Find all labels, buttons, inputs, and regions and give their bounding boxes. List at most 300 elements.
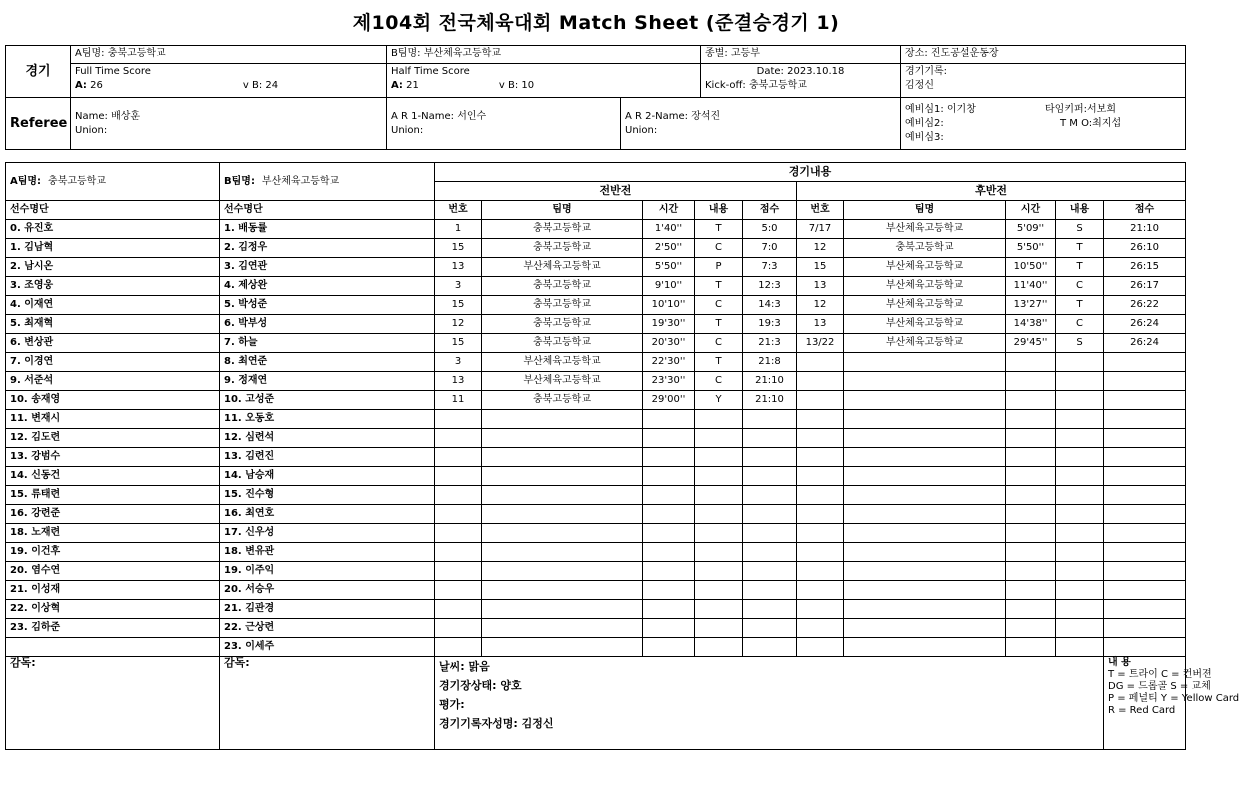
table-row: [6, 220, 1186, 239]
second-half-team: 부산체육고등학교: [844, 277, 1006, 296]
first-half-score: [743, 600, 797, 619]
table-row: [6, 638, 1186, 657]
second-half-no: [797, 391, 844, 410]
player-b: 6. 박부성: [220, 315, 435, 334]
first-half-team: 부산체육고등학교: [482, 258, 643, 277]
second-half-score: [1104, 448, 1186, 467]
player-a: 19. 이건후: [6, 543, 220, 562]
second-half-content: T: [1056, 258, 1104, 277]
second-half-no: 13/22: [797, 334, 844, 353]
second-half-no: 12: [797, 239, 844, 258]
first-half-time: [643, 619, 695, 638]
table-row: [6, 353, 1186, 372]
second-half-content: [1056, 353, 1104, 372]
first-half-score: 21:10: [743, 372, 797, 391]
player-b: 11. 오동호: [220, 410, 435, 429]
second-half-score: 26:24: [1104, 315, 1186, 334]
second-half-team: [844, 581, 1006, 600]
second-half-time: [1006, 391, 1056, 410]
first-half-content: [695, 562, 743, 581]
first-half-no: [435, 581, 482, 600]
first-half-score: 12:3: [743, 277, 797, 296]
first-half-time: [643, 600, 695, 619]
player-a: 7. 이경연: [6, 353, 220, 372]
first-half-time: [643, 524, 695, 543]
team-b-name: 부산체육고등학교: [423, 48, 502, 59]
table-row: [6, 277, 1186, 296]
table-row: [6, 315, 1186, 334]
first-half-team: 충북고등학교: [482, 334, 643, 353]
second-half-team: [844, 562, 1006, 581]
team-b-cell: B팀명: 부산체육고등학교: [387, 46, 701, 64]
first-half-time: [643, 467, 695, 486]
second-half-no: [797, 505, 844, 524]
first-half-team: [482, 638, 643, 657]
second-half-time: [1006, 429, 1056, 448]
tmo: T M O:최지섭: [1060, 117, 1122, 129]
col-time: 시간: [1006, 201, 1056, 220]
timekeeper: 타임키퍼:서보희: [1045, 103, 1116, 115]
player-b: 23. 이세주: [220, 638, 435, 657]
table-row: [6, 486, 1186, 505]
first-half-content: [695, 486, 743, 505]
second-half-no: [797, 562, 844, 581]
first-half-time: 5'50'': [643, 258, 695, 277]
first-half-score: 5:0: [743, 220, 797, 239]
first-half-time: 10'10'': [643, 296, 695, 315]
player-a: 0. 유진호: [6, 220, 220, 239]
first-half-score: [743, 524, 797, 543]
second-half-no: [797, 372, 844, 391]
second-half-content: C: [1056, 315, 1104, 334]
kickoff-value: 충북고등학교: [748, 80, 807, 91]
second-half-content: T: [1056, 239, 1104, 258]
second-half-time: [1006, 505, 1056, 524]
second-half-score: 26:15: [1104, 258, 1186, 277]
reserve-1: 예비심1: 이기창: [905, 103, 976, 115]
player-a: 22. 이상혁: [6, 600, 220, 619]
evaluation: 평가:: [439, 698, 465, 711]
second-half-time: [1006, 467, 1056, 486]
table-row: [6, 448, 1186, 467]
first-half-content: C: [695, 296, 743, 315]
second-half-time: [1006, 638, 1056, 657]
second-half-no: [797, 638, 844, 657]
halftime-b: 10: [521, 80, 535, 91]
first-half-no: 15: [435, 239, 482, 258]
second-half-score: [1104, 581, 1186, 600]
second-half-no: [797, 353, 844, 372]
first-half-content: T: [695, 277, 743, 296]
player-b: 13. 김련진: [220, 448, 435, 467]
second-half-score: [1104, 410, 1186, 429]
table-row: [6, 581, 1186, 600]
player-b: 5. 박성준: [220, 296, 435, 315]
first-half-team: [482, 543, 643, 562]
table-row: [6, 391, 1186, 410]
second-half-no: [797, 600, 844, 619]
referee-name: 배상훈: [111, 110, 141, 122]
second-half-score: [1104, 524, 1186, 543]
first-half-score: 7:3: [743, 258, 797, 277]
first-half-content: [695, 638, 743, 657]
legend-line: T = 트라이 C = 컨버젼: [1108, 669, 1212, 680]
second-half-content: [1056, 562, 1104, 581]
col-content: 내용: [695, 201, 743, 220]
match-content-heading: 경기내용: [435, 163, 1186, 182]
player-b: 17. 신우성: [220, 524, 435, 543]
first-half-content: [695, 600, 743, 619]
second-half-no: 13: [797, 277, 844, 296]
second-half-team: [844, 391, 1006, 410]
first-half-score: [743, 562, 797, 581]
player-a: 16. 강련준: [6, 505, 220, 524]
second-half-time: 10'50'': [1006, 258, 1056, 277]
first-half-score: 14:3: [743, 296, 797, 315]
first-half-content: C: [695, 372, 743, 391]
second-half-no: [797, 581, 844, 600]
second-half-score: [1104, 372, 1186, 391]
player-b: 2. 김정우: [220, 239, 435, 258]
ar1-cell: A R 1-Name: 서인수 Union:: [387, 98, 621, 150]
first-half-content: T: [695, 315, 743, 334]
second-half-content: [1056, 581, 1104, 600]
first-half-team: 부산체육고등학교: [482, 353, 643, 372]
second-half-team: [844, 353, 1006, 372]
ground-condition: 경기장상태: 양호: [439, 679, 522, 692]
first-half-no: 3: [435, 277, 482, 296]
first-half-content: [695, 543, 743, 562]
second-half-score: [1104, 486, 1186, 505]
first-half-team: 충북고등학교: [482, 220, 643, 239]
ar2-cell: A R 2-Name: 장석진 Union:: [621, 98, 901, 150]
first-half-no: [435, 467, 482, 486]
second-half-score: [1104, 562, 1186, 581]
second-half-content: [1056, 505, 1104, 524]
first-half-content: C: [695, 239, 743, 258]
col-score: 점수: [1104, 201, 1186, 220]
date-cell: Date: 2023.10.18 Kick-off: 충북고등학교: [701, 64, 901, 98]
first-half-team: [482, 600, 643, 619]
second-half-content: S: [1056, 220, 1104, 239]
player-b: 9. 정재연: [220, 372, 435, 391]
first-half-time: 20'30'': [643, 334, 695, 353]
first-half-score: 19:3: [743, 315, 797, 334]
first-half-team: [482, 505, 643, 524]
table-row: [6, 524, 1186, 543]
first-half-no: [435, 524, 482, 543]
first-half-time: [643, 429, 695, 448]
player-a: 10. 송재영: [6, 391, 220, 410]
first-half-team: 부산체육고등학교: [482, 372, 643, 391]
second-half-team: [844, 505, 1006, 524]
second-half-no: 13: [797, 315, 844, 334]
first-half-time: 23'30'': [643, 372, 695, 391]
second-half-score: [1104, 543, 1186, 562]
first-half-content: [695, 581, 743, 600]
player-a: 20. 염수연: [6, 562, 220, 581]
first-half-no: [435, 505, 482, 524]
players-a-header: 선수명단: [6, 201, 220, 220]
second-half-no: [797, 448, 844, 467]
table-row: [6, 505, 1186, 524]
second-half-team: 충북고등학교: [844, 239, 1006, 258]
players-b-header: 선수명단: [220, 201, 435, 220]
second-half-score: 26:10: [1104, 239, 1186, 258]
table-row: [6, 619, 1186, 638]
table-row: [6, 258, 1186, 277]
first-half-score: [743, 429, 797, 448]
second-half-content: [1056, 638, 1104, 657]
first-half-no: [435, 448, 482, 467]
second-half-content: [1056, 391, 1104, 410]
player-a: 18. 노재련: [6, 524, 220, 543]
second-half-team: [844, 410, 1006, 429]
second-half-time: 5'50'': [1006, 239, 1056, 258]
first-half-score: [743, 543, 797, 562]
player-a: 1. 김남혁: [6, 239, 220, 258]
col-content: 내용: [1056, 201, 1104, 220]
fulltime-b: 24: [265, 80, 279, 91]
second-half-time: 11'40'': [1006, 277, 1056, 296]
second-half-score: [1104, 619, 1186, 638]
first-half-score: [743, 581, 797, 600]
table-row: [6, 410, 1186, 429]
first-half-time: 22'30'': [643, 353, 695, 372]
player-b: 22. 근상련: [220, 619, 435, 638]
fulltime-cell: Full Time Score A: 26 v B: 24: [71, 64, 387, 98]
col-team: 팀명: [482, 201, 643, 220]
first-half-content: [695, 448, 743, 467]
legend-line: R = Red Card: [1108, 705, 1176, 716]
weather: 날씨: 맑음: [439, 660, 490, 673]
second-half-time: [1006, 543, 1056, 562]
first-half-content: [695, 429, 743, 448]
first-half-no: [435, 486, 482, 505]
first-half-score: [743, 448, 797, 467]
second-half-time: [1006, 581, 1056, 600]
second-half-score: [1104, 638, 1186, 657]
first-half-team: [482, 619, 643, 638]
coach-a-cell: 감독:: [6, 657, 220, 750]
table-row: [6, 239, 1186, 258]
second-half-time: [1006, 600, 1056, 619]
halftime-a: 21: [406, 80, 419, 91]
second-half-team: [844, 600, 1006, 619]
col-score: 점수: [743, 201, 797, 220]
table-row: [6, 334, 1186, 353]
referee-label: Referee: [6, 98, 71, 150]
category-value: 고등부: [730, 48, 760, 59]
header-table: [5, 45, 1186, 150]
second-half-no: 12: [797, 296, 844, 315]
first-half-heading: 전반전: [435, 182, 797, 201]
col-no: 번호: [435, 201, 482, 220]
first-half-no: [435, 600, 482, 619]
second-half-no: [797, 486, 844, 505]
first-half-score: [743, 619, 797, 638]
second-half-team: 부산체육고등학교: [844, 296, 1006, 315]
player-b: 21. 김관경: [220, 600, 435, 619]
first-half-team: [482, 486, 643, 505]
team-a-name: 충북고등학교: [107, 48, 166, 59]
ar1-name: 서인수: [457, 110, 487, 122]
first-half-time: 9'10'': [643, 277, 695, 296]
second-half-content: [1056, 619, 1104, 638]
legend-line: DG = 드롭골 S = 교체: [1108, 681, 1211, 692]
second-half-time: [1006, 353, 1056, 372]
first-half-team: [482, 448, 643, 467]
first-half-no: 13: [435, 372, 482, 391]
recorder-signature: 경기기록자성명: 김정신: [439, 717, 554, 730]
first-half-team: 충북고등학교: [482, 296, 643, 315]
player-b: 8. 최연준: [220, 353, 435, 372]
first-half-score: [743, 467, 797, 486]
legend-cell: [1104, 657, 1239, 750]
first-half-content: T: [695, 353, 743, 372]
second-half-time: [1006, 486, 1056, 505]
second-half-content: T: [1056, 296, 1104, 315]
reserve-3: 예비심3:: [905, 131, 944, 143]
referee-cell: Name: 배상훈 Union:: [71, 98, 387, 150]
first-half-no: [435, 543, 482, 562]
team-a-heading: A팀명: 충북고등학교: [6, 163, 220, 201]
second-half-time: [1006, 410, 1056, 429]
first-half-score: 21:10: [743, 391, 797, 410]
player-b: 14. 남승재: [220, 467, 435, 486]
second-half-team: 부산체육고등학교: [844, 220, 1006, 239]
conditions-cell: [435, 657, 1104, 750]
second-half-score: [1104, 505, 1186, 524]
venue-value: 진도공설운동장: [930, 48, 999, 59]
second-half-time: 14'38'': [1006, 315, 1056, 334]
first-half-time: [643, 448, 695, 467]
second-half-time: [1006, 524, 1056, 543]
player-b: 15. 진수형: [220, 486, 435, 505]
first-half-team: [482, 524, 643, 543]
player-b: 4. 제상완: [220, 277, 435, 296]
match-table: [5, 162, 1239, 750]
second-half-team: 부산체육고등학교: [844, 258, 1006, 277]
first-half-time: [643, 486, 695, 505]
first-half-time: 2'50'': [643, 239, 695, 258]
first-half-time: [643, 562, 695, 581]
first-half-time: 1'40'': [643, 220, 695, 239]
legend-line: P = 페널티 Y = Yellow Card: [1108, 693, 1239, 704]
first-half-content: T: [695, 220, 743, 239]
second-half-team: [844, 486, 1006, 505]
second-half-content: [1056, 600, 1104, 619]
table-row: [6, 543, 1186, 562]
recorder-cell: 경기기록: 김정신: [901, 64, 1186, 98]
player-a: 12. 김도련: [6, 429, 220, 448]
first-half-content: P: [695, 258, 743, 277]
col-time: 시간: [643, 201, 695, 220]
second-half-no: [797, 524, 844, 543]
second-half-team: 부산체육고등학교: [844, 315, 1006, 334]
second-half-content: S: [1056, 334, 1104, 353]
first-half-no: [435, 619, 482, 638]
second-half-content: [1056, 467, 1104, 486]
first-half-time: 29'00'': [643, 391, 695, 410]
second-half-score: [1104, 467, 1186, 486]
first-half-no: 15: [435, 296, 482, 315]
player-b: 16. 최연호: [220, 505, 435, 524]
second-half-time: 5'09'': [1006, 220, 1056, 239]
second-half-time: 13'27'': [1006, 296, 1056, 315]
second-half-team: [844, 372, 1006, 391]
first-half-content: [695, 505, 743, 524]
first-half-time: [643, 505, 695, 524]
recorder-name: 김정신: [905, 80, 934, 91]
first-half-time: 19'30'': [643, 315, 695, 334]
second-half-team: [844, 543, 1006, 562]
first-half-team: 충북고등학교: [482, 391, 643, 410]
second-half-score: 26:17: [1104, 277, 1186, 296]
table-row: [6, 429, 1186, 448]
player-b: 3. 김연관: [220, 258, 435, 277]
player-a: 5. 최재혁: [6, 315, 220, 334]
second-half-time: [1006, 619, 1056, 638]
first-half-score: [743, 638, 797, 657]
first-half-team: [482, 581, 643, 600]
first-half-content: [695, 410, 743, 429]
first-half-content: C: [695, 334, 743, 353]
second-half-content: [1056, 543, 1104, 562]
coach-b-cell: 감독:: [220, 657, 435, 750]
first-half-content: [695, 524, 743, 543]
player-a: 11. 변재시: [6, 410, 220, 429]
first-half-content: [695, 467, 743, 486]
second-half-score: [1104, 600, 1186, 619]
first-half-no: [435, 562, 482, 581]
player-a: 9. 서준석: [6, 372, 220, 391]
first-half-team: 충북고등학교: [482, 239, 643, 258]
first-half-time: [643, 581, 695, 600]
second-half-no: [797, 543, 844, 562]
first-half-no: 15: [435, 334, 482, 353]
player-a: 23. 김하준: [6, 619, 220, 638]
first-half-score: [743, 505, 797, 524]
player-a: 2. 남시온: [6, 258, 220, 277]
first-half-no: [435, 429, 482, 448]
table-row: [6, 467, 1186, 486]
reserve-2: 예비심2:: [905, 117, 944, 129]
player-a: 4. 이재연: [6, 296, 220, 315]
second-half-no: [797, 429, 844, 448]
category-cell: 종별: 고등부: [701, 46, 901, 64]
first-half-team: [482, 410, 643, 429]
second-half-content: [1056, 429, 1104, 448]
team-a-cell: A팀명: 충북고등학교: [71, 46, 387, 64]
second-half-score: 26:22: [1104, 296, 1186, 315]
col-no: 번호: [797, 201, 844, 220]
second-half-no: [797, 410, 844, 429]
player-a: 15. 류태련: [6, 486, 220, 505]
legend-title: 내 용: [1108, 657, 1131, 668]
first-half-time: [643, 638, 695, 657]
first-half-score: [743, 486, 797, 505]
second-half-heading: 후반전: [797, 182, 1186, 201]
second-half-content: [1056, 524, 1104, 543]
player-b: 1. 배동률: [220, 220, 435, 239]
first-half-no: 3: [435, 353, 482, 372]
first-half-content: [695, 619, 743, 638]
first-half-content: Y: [695, 391, 743, 410]
player-b: 18. 변유관: [220, 543, 435, 562]
second-half-score: 26:24: [1104, 334, 1186, 353]
table-row: [6, 600, 1186, 619]
